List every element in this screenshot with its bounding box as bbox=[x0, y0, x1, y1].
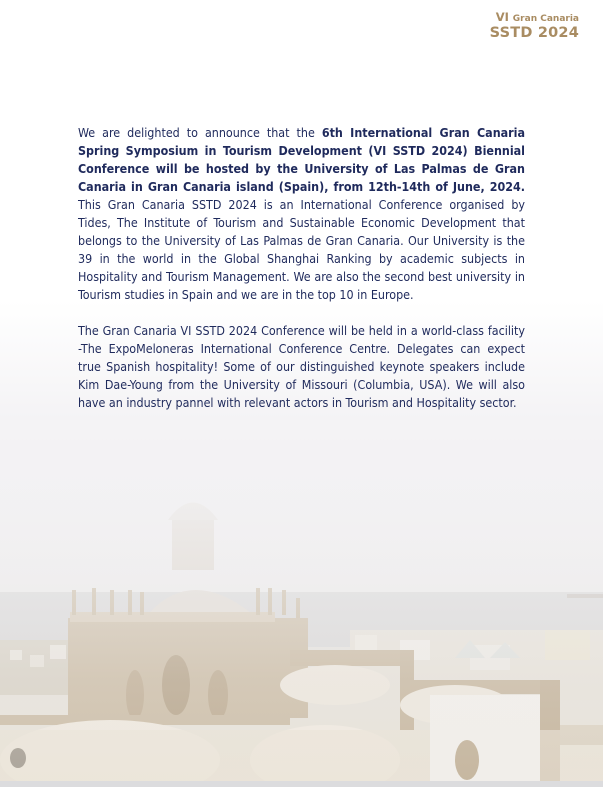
paragraph-intro-lead: We are delighted to announce that the bbox=[78, 125, 322, 140]
paragraph-intro-rest: This Gran Canaria SSTD 2024 is an International Conference organised by Tides, The Institute of Tourism and Sustainable Economic Development that belongs to the University of Las Palmas de Gran Canaria. Our University is the 39 in the world in the Global Shanghai Ranking by academic subjects in Hospitality and Tourism Management. We are also the second best university in Tourism studies in Spain and we are in the top 10 in Europe. bbox=[78, 197, 525, 302]
announcement-text bbox=[78, 124, 525, 430]
paragraph-intro bbox=[78, 124, 525, 304]
paragraph-venue: The Gran Canaria VI SSTD 2024 Conference will be held in a world-class facility -The ExpoMeloneras International Conference Centre. Delegates can expect true Spanish hospitality! Some of our distinguished keynote speakers include Kim Dae-Young from the University of Missouri (Columbia, USA). We will also have an industry pannel with relevant actors in Tourism and Hospitality sector. bbox=[78, 323, 525, 410]
logo-city: Gran Canaria bbox=[512, 14, 579, 24]
logo-prefix: VI bbox=[495, 10, 509, 24]
page-bottom-edge bbox=[0, 781, 603, 787]
logo-event: SSTD 2024 bbox=[489, 25, 579, 41]
event-logo bbox=[490, 12, 579, 41]
cathedral-rooftop-photo bbox=[0, 440, 603, 781]
paragraph-intro-bold: 6th International Gran Canaria Spring Symposium in Tourism Development (VI SSTD 2024) Biennial Conference will be hosted by the University of Las Palmas de Gran Canaria in Gran Canaria island (Spain), from 12th-14th of June, 2024. bbox=[78, 125, 525, 194]
